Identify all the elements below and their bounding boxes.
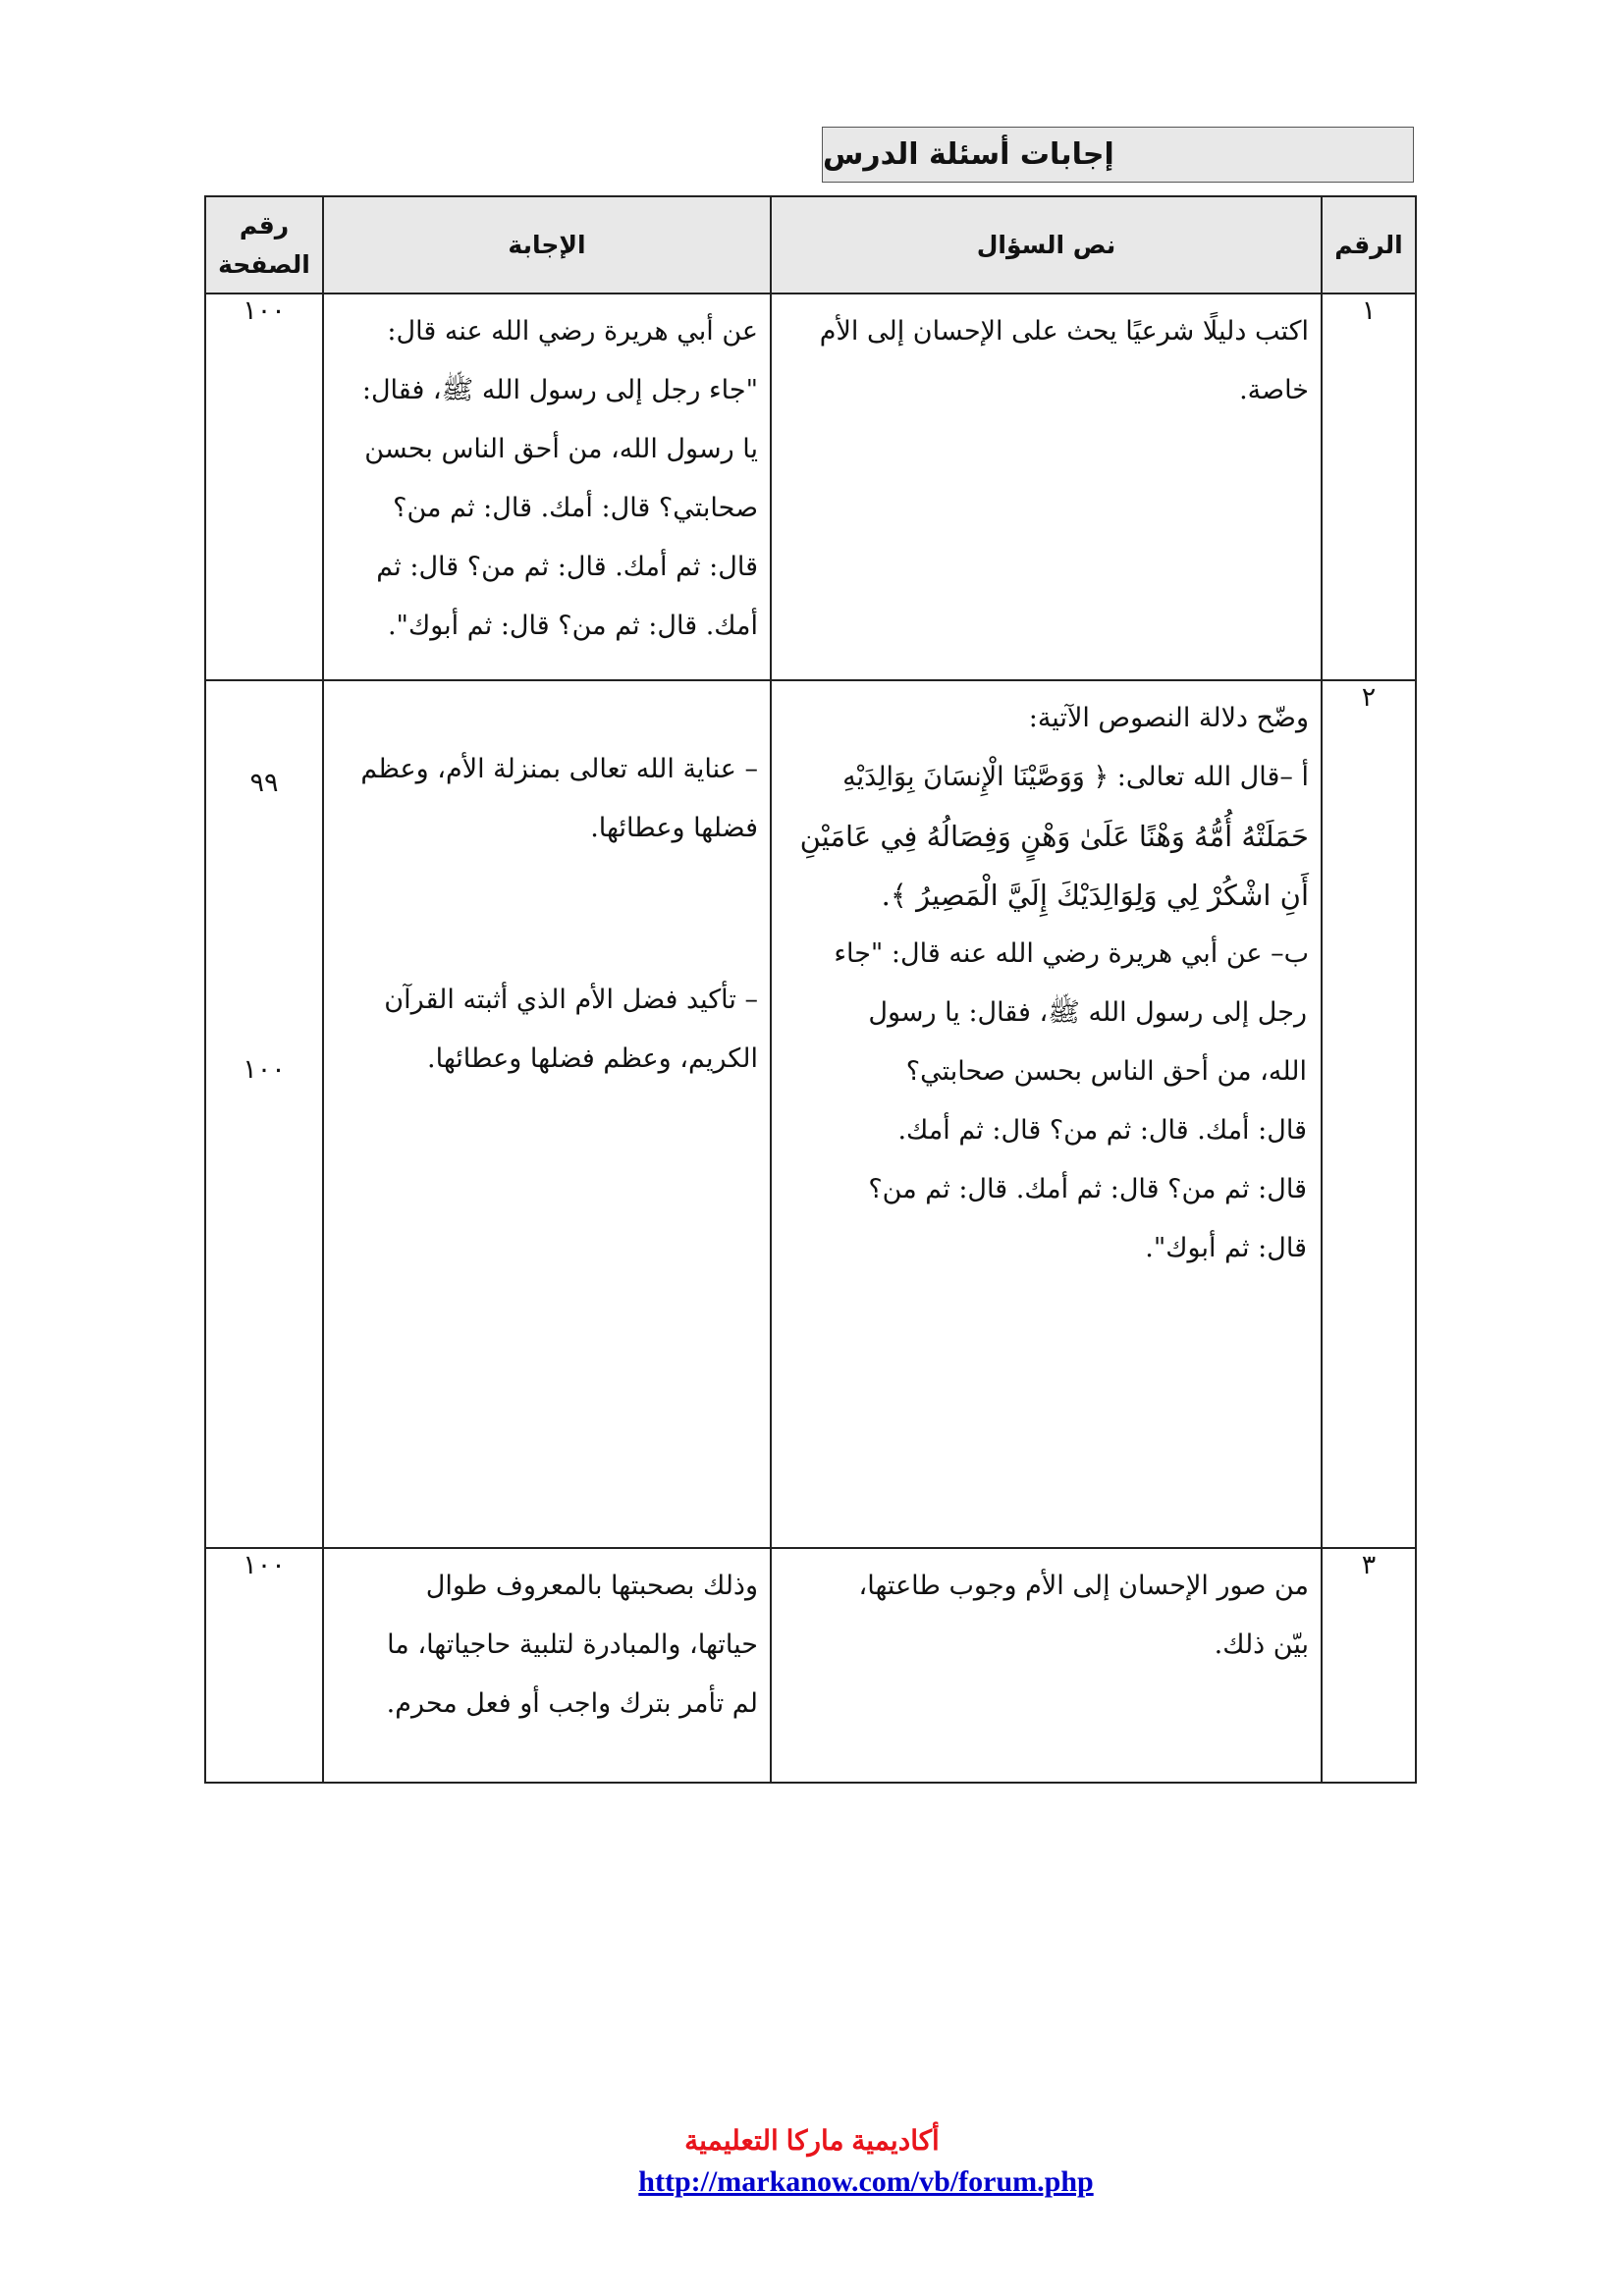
page-number: ١٠٠ — [205, 1548, 323, 1783]
question-b-line: رجل إلى رسول الله ﷺ، فقال: يا رسول — [868, 997, 1307, 1028]
answer-a-line: فضلها وعطائها. — [590, 813, 758, 843]
header-number: الرقم — [1322, 196, 1416, 294]
answer-line: يا رسول الله، من أحق الناس بحسن — [364, 434, 758, 464]
answer-line: أمك. قال: ثم من؟ قال: ثم أبوك". — [387, 611, 758, 641]
question-b-line: قال: ثم أبوك". — [1145, 1233, 1307, 1263]
question-line: خاصة. — [1239, 375, 1309, 405]
answer-b-line: – تأكيد فضل الأم الذي أثبته القرآن — [384, 985, 758, 1015]
quran-verse-line: حَمَلَتْهُ أُمُّهُ وَهْنًا عَلَىٰ وَهْنٍ وَفِصَالُهُ فِي عَامَيْنِ — [799, 820, 1309, 853]
question-cell — [771, 680, 1322, 1548]
header-answer: الإجابة — [323, 196, 771, 294]
header-question: نص السؤال — [771, 196, 1322, 294]
answer-b-line: الكريم، وعظم فضلها وعطائها. — [427, 1043, 758, 1074]
question-b-line: قال: أمك. قال: ثم من؟ قال: ثم أمك. — [897, 1115, 1307, 1146]
section-title: إجابات أسئلة الدرس — [822, 127, 1414, 183]
question-cell — [771, 1548, 1322, 1783]
answer-line: "جاء رجل إلى رسول الله ﷺ، فقال: — [361, 375, 758, 405]
answer-line: حياتها، والمبادرة لتلبية حاجياتها، ما — [387, 1629, 758, 1660]
header-page-line1: رقم — [239, 210, 290, 240]
page-number: ١٠٠ — [243, 1054, 286, 1085]
table-row — [205, 1548, 1416, 1783]
page-number: ١٠٠ — [205, 294, 323, 680]
question-cell — [771, 294, 1322, 680]
answer-line: لم تأمر بترك واجب أو فعل محرم. — [386, 1688, 758, 1719]
answer-line: عن أبي هريرة رضي الله عنه قال: — [387, 316, 758, 347]
qa-table — [204, 195, 1417, 1784]
question-line: بيّن ذلك. — [1214, 1629, 1309, 1660]
question-part-a — [784, 748, 1309, 807]
answer-cell — [323, 1548, 771, 1783]
answer-line: قال: ثم أمك. قال: ثم من؟ قال: ثم — [376, 552, 758, 582]
question-line: اكتب دليلًا شرعيًا يحث على الإحسان إلى الأم — [819, 316, 1309, 347]
header-page — [205, 196, 323, 294]
table-row — [205, 680, 1416, 1548]
row-number: ١ — [1322, 294, 1416, 680]
table-header-row — [205, 196, 1416, 294]
question-b-line: ب– عن أبي هريرة رضي الله عنه قال: "جاء — [834, 938, 1309, 969]
table-row — [205, 294, 1416, 680]
answer-line: صحابتي؟ قال: أمك. قال: ثم من؟ — [393, 493, 758, 523]
answer-cell — [323, 294, 771, 680]
row-number: ٢ — [1322, 680, 1416, 1548]
answer-a-line: – عناية الله تعالى بمنزلة الأم، وعظم — [360, 754, 758, 784]
page-number: ٩٩ — [249, 768, 279, 798]
answer-line: وذلك بصحبتها بالمعروف طوال — [425, 1571, 758, 1601]
quran-verse-line: وَوَصَّيْنَا الْإِنسَانَ بِوَالِدَيْهِ — [842, 762, 1085, 792]
row-number: ٣ — [1322, 1548, 1416, 1783]
question-b-line: الله، من أحق الناس بحسن صحابتي؟ — [905, 1056, 1307, 1087]
page-number-cell — [205, 680, 323, 1548]
answer-cell — [323, 680, 771, 1548]
question-a-prefix: أ –قال الله تعالى: ﴿ — [1093, 762, 1309, 792]
question-b-line: قال: ثم من؟ قال: ثم أمك. قال: ثم من؟ — [868, 1174, 1307, 1204]
header-page-line2: الصفحة — [218, 249, 310, 279]
forum-link[interactable]: http://markanow.com/vb/forum.php — [638, 2165, 1094, 2198]
question-line: من صور الإحسان إلى الأم وجوب طاعتها، — [858, 1571, 1309, 1601]
question-intro: وضّح دلالة النصوص الآتية: — [1028, 703, 1309, 733]
footer — [0, 2122, 1624, 2205]
academy-name: أكاديمية ماركا التعليمية — [684, 2125, 940, 2156]
quran-verse-line: أَنِ اشْكُرْ لِي وَلِوَالِدَيْكَ إِلَيَّ الْمَصِيرُ ﴾. — [881, 879, 1309, 912]
